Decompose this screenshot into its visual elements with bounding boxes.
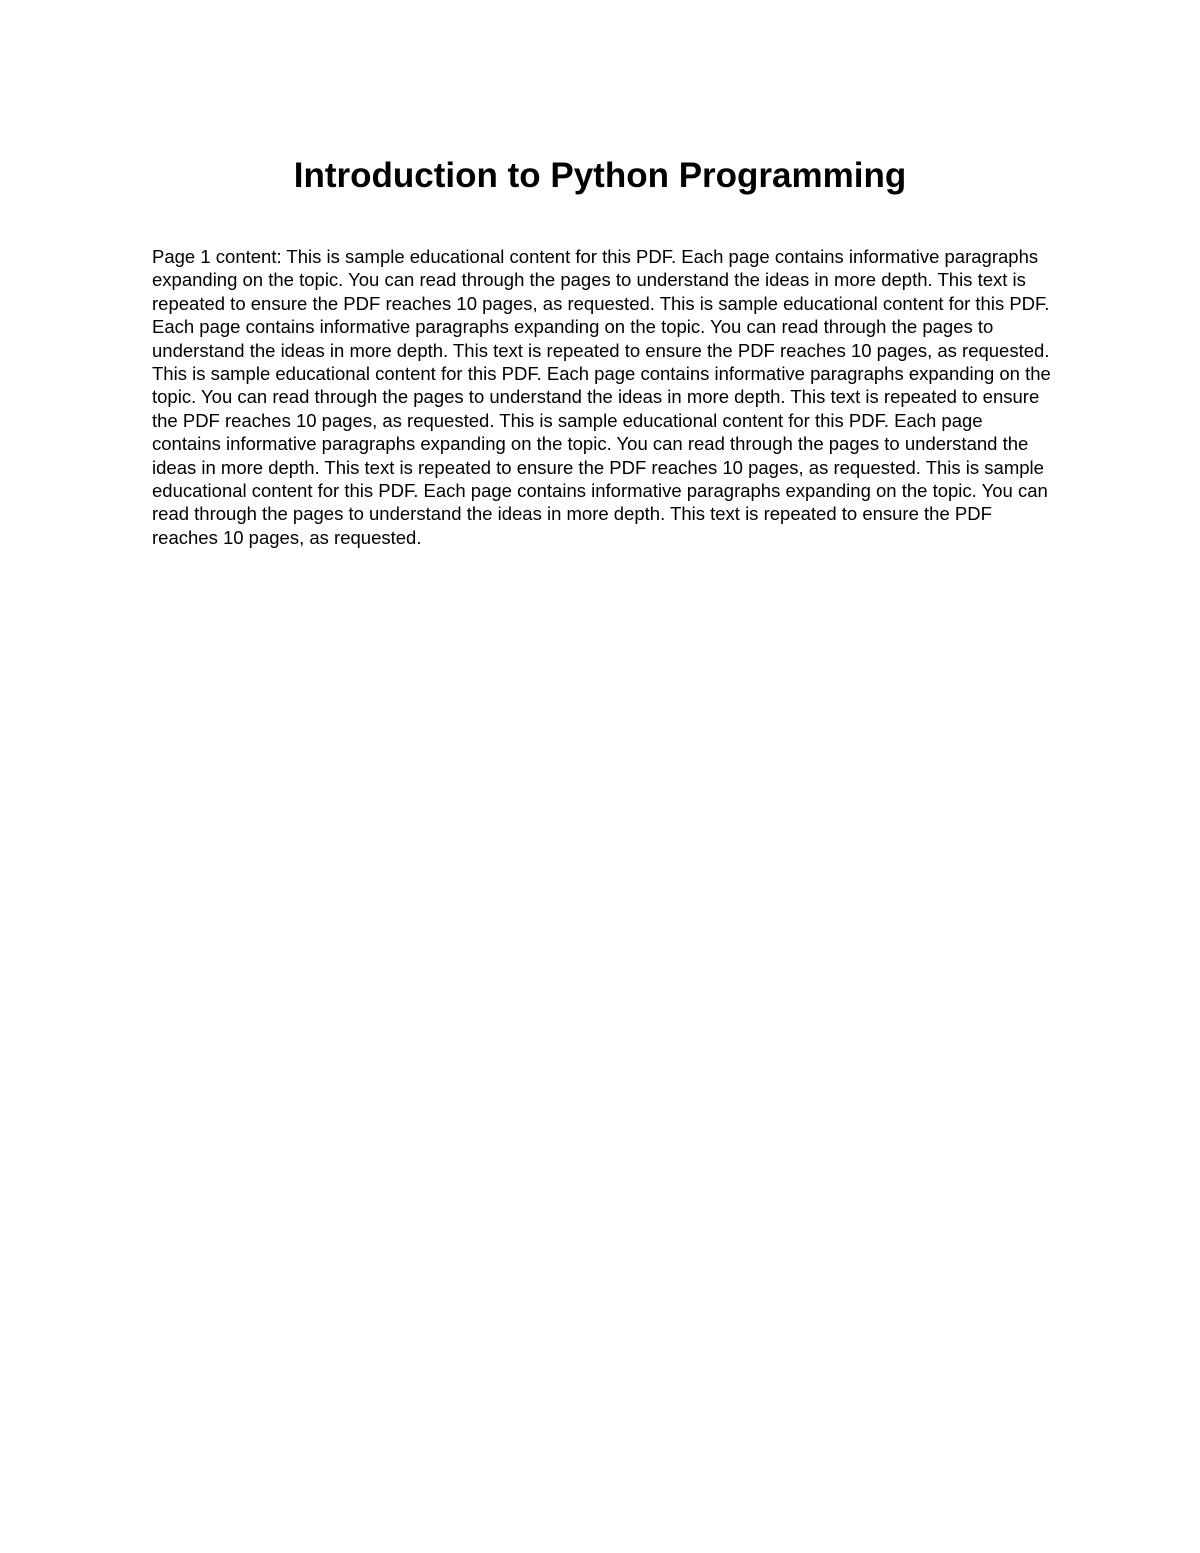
document-title: Introduction to Python Programming: [293, 156, 907, 195]
document-body-paragraph: Page 1 content: This is sample educational content for this PDF. Each page contains informative paragraphs expanding on the topic. You can read through the pages to understand the ideas in more depth. This text is repeated to ensure the PDF reaches 10 pages, as requested. This is sample educational content for this PDF. Each page contains informative paragraphs expanding on the topic. You can read through the pages to understand the ideas in more depth. This text is repeated to ensure the PDF reaches 10 pages, as requested. This is sample educational content for this PDF. Each page contains informative paragraphs expanding on the topic. You can read through the pages to understand the ideas in more depth. This text is repeated to ensure the PDF reaches 10 pages, as requested. This is sample educational content for this PDF. Each page contains informative paragraphs expanding on the topic. You can read through the pages to understand the ideas in more depth. This text is repeated to ensure the PDF reaches 10 pages, as requested. This is sample educational content for this PDF. Each page contains informative paragraphs expanding on the topic. You can read through the pages to understand the ideas in more depth. This text is repeated to ensure the PDF reaches 10 pages, as requested.: [152, 246, 1051, 548]
